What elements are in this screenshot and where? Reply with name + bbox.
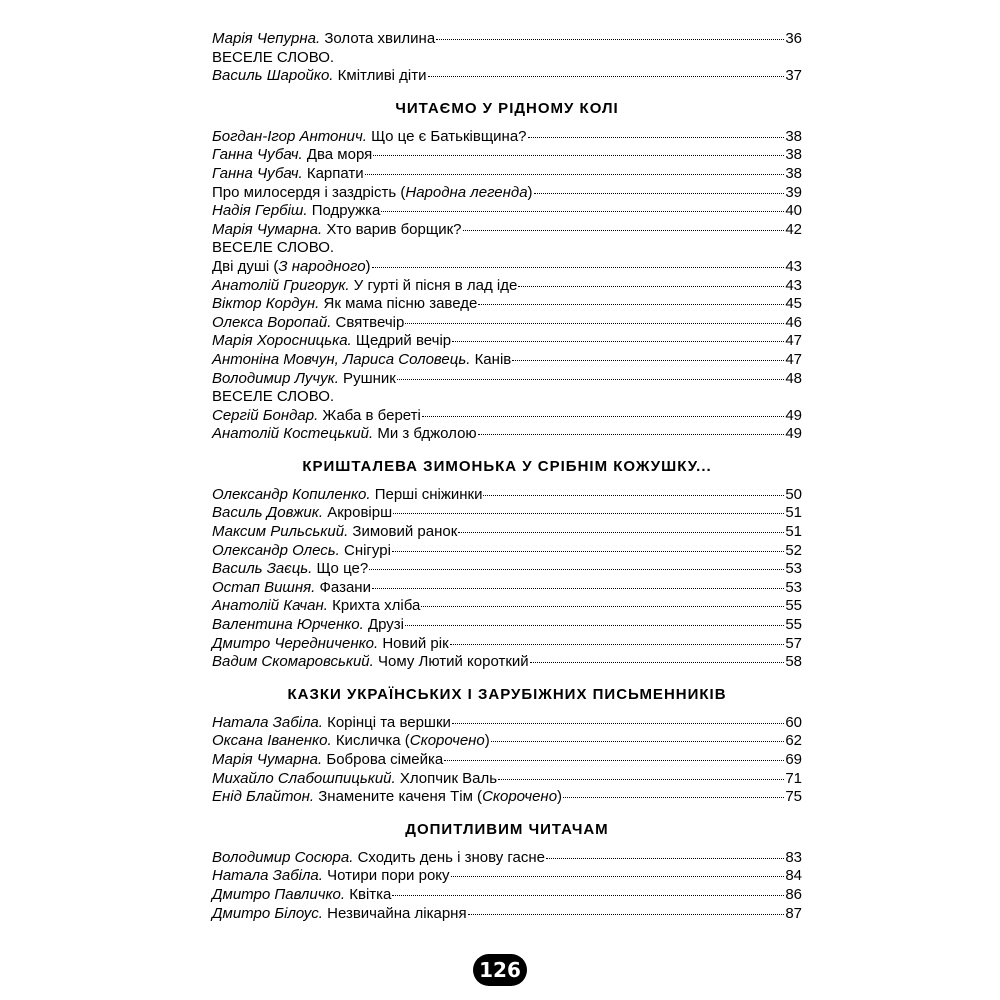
entry-title: Крихта хліба (327, 597, 421, 615)
toc-entry (212, 165, 802, 184)
entry-page-number: 83 (785, 848, 802, 866)
subsection-label: ВЕСЕЛЕ СЛОВО. (212, 388, 335, 406)
entry-page-number: 84 (785, 867, 802, 885)
entry-title: Золота хвилина (320, 30, 436, 47)
entry-text (212, 351, 511, 370)
toc-entry (212, 351, 802, 370)
entry-page-number: 55 (785, 597, 802, 615)
toc-entry (212, 314, 802, 333)
entry-text (212, 128, 527, 147)
entry-author: Валентина Юрченко. (212, 616, 364, 634)
entry-page-number: 36 (785, 30, 802, 47)
toc-entry (212, 425, 802, 444)
entry-text (212, 407, 421, 426)
toc-entry (212, 751, 802, 770)
dot-leader (381, 211, 784, 212)
entry-text (212, 258, 371, 277)
toc-entry (212, 597, 802, 616)
toc-entry (212, 732, 802, 751)
toc-entry (212, 67, 802, 86)
entry-page-number: 47 (785, 350, 802, 368)
entry-title: Сходить день і знову гасне (353, 848, 546, 866)
entry-text (212, 849, 545, 868)
entry-title: Карпати (302, 164, 364, 182)
dot-leader (450, 644, 785, 645)
entry-text (212, 314, 404, 333)
entry-page-number: 51 (785, 523, 802, 541)
entry-note-close: ) (484, 732, 490, 750)
entry-text (212, 523, 457, 542)
entry-page-number: 58 (785, 653, 802, 671)
subsection-label: ВЕСЕЛЕ СЛОВО. (212, 239, 335, 257)
toc-entry (212, 30, 802, 49)
entry-title: Квітка (345, 885, 392, 903)
dot-leader (528, 137, 785, 138)
dot-leader (546, 858, 784, 859)
dot-leader (397, 379, 784, 380)
entry-note-close: ) (527, 183, 533, 201)
entry-author: Вадим Скомаровський. (212, 653, 374, 671)
entry-title: Кмітливі діти (333, 67, 427, 85)
entry-text (212, 30, 435, 49)
toc-entry (212, 523, 802, 542)
dot-leader (444, 760, 784, 761)
page-number: 126 (479, 958, 521, 982)
toc-entry (212, 202, 802, 221)
dot-leader (483, 495, 784, 496)
entry-title: Як мама пісню заведе (319, 295, 478, 313)
entry-author: Антоніна Мовчун, Лариса Соловець. (212, 350, 471, 368)
entry-text (212, 616, 404, 635)
dot-leader (392, 895, 784, 896)
entry-page-number: 52 (785, 541, 802, 559)
entry-title: Новий рік (378, 634, 449, 652)
dot-leader (458, 532, 784, 533)
entry-author: Василь Довжик. (212, 504, 324, 522)
entry-text (212, 635, 449, 654)
entry-page-number: 49 (785, 406, 802, 424)
entry-page-number: 86 (785, 885, 802, 903)
entry-title: Незвичайна лікарня (322, 904, 467, 922)
dot-leader (491, 741, 785, 742)
entry-author: Оксана Іваненко. (212, 732, 332, 750)
entry-title: Знамените каченя Тім ( (314, 788, 483, 806)
entry-title: Боброва сімейка (322, 751, 444, 768)
entry-author: Дмитро Павличко. (212, 885, 346, 903)
entry-page-number: 57 (785, 634, 802, 652)
toc-entry (212, 332, 802, 351)
entry-author: Олександр Копиленко. (212, 485, 371, 503)
entry-title: Що це? (312, 560, 369, 578)
dot-leader (428, 76, 785, 77)
entry-title: Що це є Батьківщина? (366, 127, 527, 145)
subsection-label: ВЕСЕЛЕ СЛОВО. (212, 48, 335, 66)
toc-entry (212, 905, 802, 924)
entry-title: Канів (470, 350, 512, 368)
entry-title: Про милосердя і заздрість ( (212, 183, 406, 201)
dot-leader (498, 779, 784, 780)
entry-page-number: 43 (785, 257, 802, 275)
entry-text (212, 597, 420, 616)
entry-title: Зимовий ранок (348, 523, 458, 541)
entry-note: Народна легенда (405, 183, 528, 201)
dot-leader (372, 588, 784, 589)
entry-title: Корінці та вершки (322, 713, 451, 731)
entry-text (212, 542, 391, 561)
entry-text (212, 202, 380, 221)
toc-entry (212, 504, 802, 523)
entry-title: Два моря (302, 146, 373, 164)
entry-author: Володимир Сосюра. (212, 848, 354, 866)
entry-author: Енід Блайтон. (212, 788, 315, 806)
entry-title: Акровірш (323, 504, 393, 522)
dot-leader (478, 434, 785, 435)
entry-page-number: 48 (785, 369, 802, 387)
entry-title: Кисличка ( (331, 732, 410, 750)
toc-entry (212, 849, 802, 868)
entry-author: Максим Рильський. (212, 523, 349, 541)
toc-entry (212, 635, 802, 654)
dot-leader (365, 174, 785, 175)
entry-author: Сергій Бондар. (212, 406, 319, 424)
dot-leader (452, 723, 784, 724)
entry-text (212, 751, 443, 770)
toc-entry (212, 560, 802, 579)
entry-text (212, 146, 372, 165)
dot-leader (518, 286, 784, 287)
entry-author: Натала Забіла. (212, 867, 323, 885)
toc-entry (212, 653, 802, 672)
dot-leader (534, 193, 785, 194)
entry-page-number: 38 (785, 146, 802, 164)
entry-page-number: 47 (785, 332, 802, 350)
entry-text (212, 221, 462, 240)
entry-page-number: 69 (785, 751, 802, 768)
section-heading: КРИШТАЛЕВА ЗИМОНЬКА У СРІБНІМ КОЖУШКУ... (302, 457, 712, 475)
entry-text (212, 67, 427, 86)
entry-text (212, 886, 391, 905)
toc-entry (212, 579, 802, 598)
section-heading: КАЗКИ УКРАЇНСЬКИХ І ЗАРУБІЖНИХ ПИСЬМЕННИКІВ (287, 685, 727, 703)
section-heading: ДОПИТЛИВИМ ЧИТАЧАМ (405, 820, 609, 838)
entry-title: Дві душі ( (212, 257, 279, 275)
toc-entry (212, 486, 802, 505)
toc-entry (212, 770, 802, 789)
entry-title: Чому Лютий короткий (373, 653, 529, 671)
entry-page-number: 38 (785, 127, 802, 145)
entry-author: Ганна Чубач. (212, 164, 303, 182)
toc-entry (212, 221, 802, 240)
entry-author: Дмитро Білоус. (212, 904, 323, 922)
entry-author: Остап Вишня. (212, 578, 316, 596)
entry-text (212, 277, 517, 296)
entry-author: Ганна Чубач. (212, 146, 303, 164)
toc-entry (212, 886, 802, 905)
entry-page-number: 49 (785, 425, 802, 443)
toc-entry (212, 128, 802, 147)
entry-page-number: 60 (785, 713, 802, 731)
dot-leader (392, 551, 784, 552)
entry-text (212, 732, 490, 751)
entry-text (212, 370, 396, 389)
entry-page-number: 55 (785, 616, 802, 634)
dot-leader (530, 662, 785, 663)
entry-page-number: 37 (785, 67, 802, 85)
entry-author: Дмитро Чередниченко. (212, 634, 379, 652)
entry-page-number: 75 (785, 788, 802, 806)
entry-title: Щедрий вечір (351, 332, 452, 350)
toc-entry (212, 258, 802, 277)
entry-title: Рушник (338, 369, 396, 387)
toc-entry (212, 277, 802, 296)
entry-author: Надія Гербіш. (212, 202, 308, 220)
toc-entry (212, 407, 802, 426)
toc-entry (212, 146, 802, 165)
entry-author: Володимир Лучук. (212, 369, 339, 387)
toc-entry (212, 184, 802, 203)
entry-title: Снігурі (339, 541, 391, 559)
entry-text (212, 165, 364, 184)
toc-entry (212, 295, 802, 314)
entry-author: Олекса Воропай. (212, 313, 332, 331)
entry-text (212, 770, 497, 789)
dot-leader (369, 569, 784, 570)
dot-leader (468, 914, 785, 915)
entry-text (212, 788, 562, 807)
dot-leader (436, 39, 784, 40)
entry-text (212, 905, 467, 924)
entry-author: Василь Шаройко. (212, 67, 334, 85)
entry-title: Подружка (307, 202, 381, 220)
entry-note: Скорочено (482, 788, 558, 806)
entry-text (212, 184, 533, 203)
entry-text (212, 486, 482, 505)
entry-title: У гурті й пісня в лад іде (349, 276, 518, 294)
entry-author: Богдан-Ігор Антонич. (212, 127, 367, 145)
entry-author: Анатолій Григорук. (212, 276, 350, 294)
entry-page-number: 46 (785, 313, 802, 331)
toc-entry (212, 616, 802, 635)
dot-leader (512, 360, 784, 361)
dot-leader (478, 304, 784, 305)
entry-text (212, 560, 368, 579)
entry-title: Друзі (363, 616, 405, 634)
entry-title: Святвечір (331, 313, 405, 331)
toc-entry (212, 867, 802, 886)
dot-leader (393, 513, 784, 514)
entry-author: Олександр Олесь. (212, 541, 340, 559)
entry-title: Жаба в береті (318, 406, 421, 424)
entry-text (212, 867, 450, 886)
dot-leader (373, 155, 784, 156)
entry-page-number: 45 (785, 295, 802, 313)
entry-text (212, 425, 477, 444)
entry-page-number: 50 (785, 485, 802, 503)
entry-text (212, 653, 529, 672)
entry-text (212, 714, 451, 733)
dot-leader (463, 230, 785, 231)
entry-page-number: 62 (785, 732, 802, 750)
dot-leader (405, 625, 784, 626)
entry-author: Василь Заєць. (212, 560, 313, 578)
entry-note: Скорочено (409, 732, 485, 750)
dot-leader (563, 797, 784, 798)
entry-text (212, 295, 477, 314)
dot-leader (452, 341, 784, 342)
entry-page-number: 53 (785, 578, 802, 596)
entry-page-number: 42 (785, 220, 802, 238)
dot-leader (422, 416, 784, 417)
table-of-contents (212, 30, 802, 923)
entry-page-number: 43 (785, 276, 802, 294)
entry-text (212, 579, 371, 598)
entry-author: Марія Чепурна. (212, 30, 321, 47)
entry-note-close: ) (557, 788, 563, 806)
entry-author: Віктор Кордун. (212, 295, 320, 313)
entry-author: Марія Чумарна. (212, 220, 323, 238)
entry-title: Ми з бджолою (373, 425, 477, 443)
entry-page-number: 38 (785, 164, 802, 182)
entry-title: Фазани (315, 578, 371, 596)
entry-title: Хлопчик Валь (395, 769, 498, 787)
entry-author: Марія Чумарна. (212, 751, 323, 768)
entry-title: Хто варив борщик? (322, 220, 462, 238)
entry-author: Марія Хоросницька. (212, 332, 352, 350)
entry-author: Анатолій Качан. (212, 597, 328, 615)
entry-title: Перші сніжинки (370, 485, 483, 503)
toc-entry (212, 370, 802, 389)
dot-leader (451, 876, 785, 877)
entry-page-number: 39 (785, 183, 802, 201)
dot-leader (372, 267, 785, 268)
entry-author: Михайло Слабошпицький. (212, 769, 396, 787)
entry-page-number: 40 (785, 202, 802, 220)
dot-leader (421, 606, 784, 607)
entry-page-number: 53 (785, 560, 802, 578)
toc-entry (212, 714, 802, 733)
toc-entry (212, 542, 802, 561)
page-number-badge (473, 954, 527, 986)
entry-note: З народного (278, 257, 366, 275)
entry-note-close: ) (365, 257, 371, 275)
entry-text (212, 504, 392, 523)
entry-author: Анатолій Костецький. (212, 425, 374, 443)
toc-entry (212, 788, 802, 807)
dot-leader (405, 323, 784, 324)
entry-title: Чотири пори року (322, 867, 450, 885)
entry-text (212, 332, 451, 351)
section-heading: ЧИТАЄМО У РІДНОМУ КОЛІ (395, 99, 619, 117)
entry-page-number: 51 (785, 504, 802, 522)
entry-page-number: 71 (785, 769, 802, 787)
entry-author: Натала Забіла. (212, 713, 323, 731)
entry-page-number: 87 (785, 904, 802, 922)
